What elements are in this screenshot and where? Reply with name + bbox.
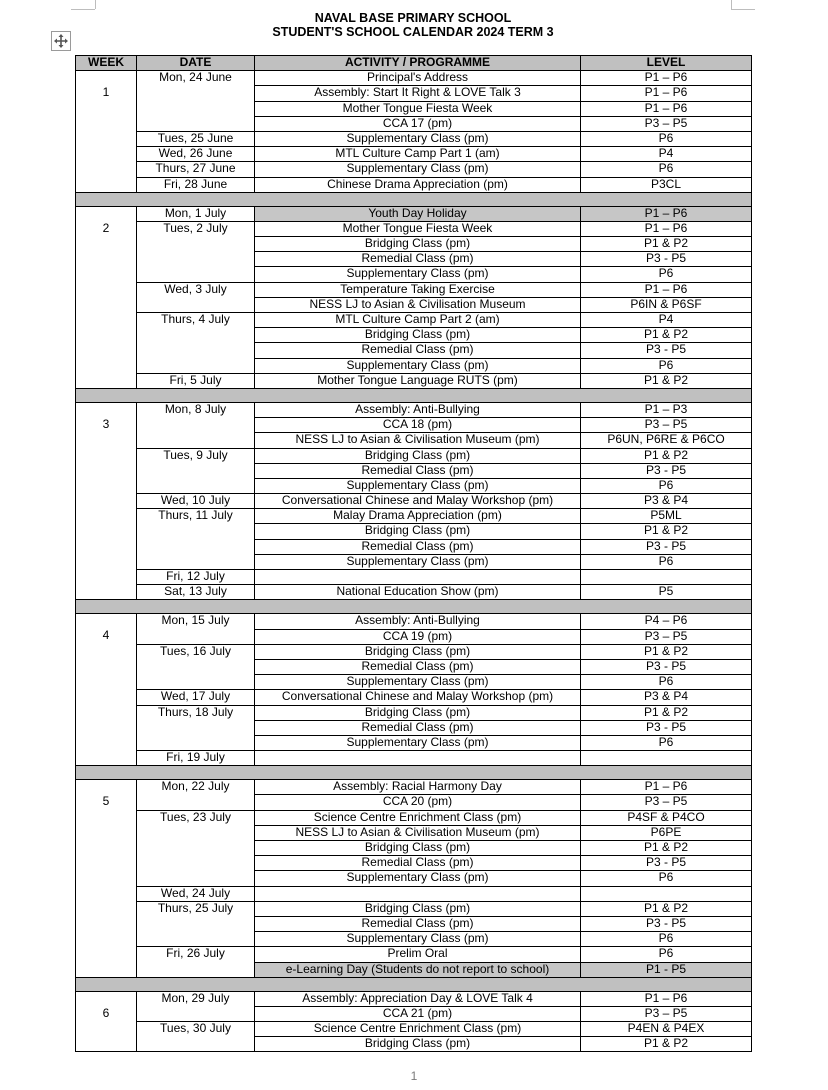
table-row [76,448,752,463]
date-cell: Wed, 3 July [137,282,255,312]
level-cell: P1 – P3 [581,402,752,417]
activity-cell: Bridging Class (pm) [255,841,581,856]
table-row [76,751,752,766]
margin-corner-mark [95,0,96,9]
week-separator-cell [76,192,752,206]
activity-cell: Bridging Class (pm) [255,328,581,343]
activity-cell [255,570,581,585]
activity-cell: Supplementary Class (pm) [255,932,581,947]
activity-cell: MTL Culture Camp Part 2 (am) [255,313,581,328]
column-header-level: LEVEL [581,56,752,71]
level-cell: P1 & P2 [581,841,752,856]
activity-cell: Supplementary Class (pm) [255,735,581,750]
level-cell: P6 [581,871,752,886]
table-row [76,901,752,916]
week-number: 6 [102,1005,110,1020]
level-cell: P3 - P5 [581,659,752,674]
activity-cell: Bridging Class (pm) [255,1037,581,1052]
table-move-handle[interactable] [51,31,71,51]
level-cell: P3 – P5 [581,629,752,644]
table-row [76,1022,752,1037]
table-row [76,147,752,162]
table-row [76,886,752,901]
level-cell [581,886,752,901]
date-cell: Tues, 23 July [137,810,255,886]
table-row [76,509,752,524]
week-separator-row [76,600,752,614]
table-row [76,373,752,388]
activity-cell: Bridging Class (pm) [255,705,581,720]
level-cell: P6UN, P6RE & P6CO [581,433,752,448]
date-cell: Sat, 13 July [137,585,255,600]
activity-cell: CCA 17 (pm) [255,116,581,131]
level-cell: P5 [581,585,752,600]
level-cell: P1 – P6 [581,71,752,86]
level-cell: P6 [581,554,752,569]
activity-cell: Science Centre Enrichment Class (pm) [255,1022,581,1037]
level-cell: P6PE [581,825,752,840]
level-cell: P6 [581,735,752,750]
date-cell: Wed, 17 July [137,690,255,705]
date-cell: Thurs, 27 June [137,162,255,177]
level-cell: P6IN & P6SF [581,297,752,312]
level-cell: P3 & P4 [581,690,752,705]
level-cell: P3 - P5 [581,916,752,931]
level-cell: P1 & P2 [581,901,752,916]
table-row [76,177,752,192]
activity-cell: Bridging Class (pm) [255,448,581,463]
week-separator-row [76,977,752,991]
activity-cell: Remedial Class (pm) [255,659,581,674]
activity-cell: Supplementary Class (pm) [255,871,581,886]
level-cell: P1 – P6 [581,282,752,297]
activity-cell: Bridging Class (pm) [255,237,581,252]
table-row [76,221,752,236]
level-cell: P1 – P6 [581,206,752,221]
date-cell: Fri, 28 June [137,177,255,192]
calendar-table [75,55,752,1052]
activity-cell: Chinese Drama Appreciation (pm) [255,177,581,192]
level-cell: P1 – P6 [581,86,752,101]
activity-cell: MTL Culture Camp Part 1 (am) [255,147,581,162]
date-cell: Wed, 24 July [137,886,255,901]
document-title [75,11,751,39]
activity-cell: NESS LJ to Asian & Civilisation Museum [255,297,581,312]
page-number: 1 [410,1069,418,1083]
table-row [76,206,752,221]
level-cell: P6 [581,947,752,962]
activity-cell: Remedial Class (pm) [255,856,581,871]
date-cell: Thurs, 4 July [137,313,255,374]
level-cell: P3 – P5 [581,418,752,433]
level-cell: P3 - P5 [581,720,752,735]
level-cell: P3 - P5 [581,343,752,358]
level-cell: P6 [581,162,752,177]
date-cell: Tues, 30 July [137,1022,255,1052]
table-row [76,162,752,177]
level-cell: P6 [581,131,752,146]
level-cell: P1 & P2 [581,705,752,720]
level-cell: P1 & P2 [581,1037,752,1052]
level-cell: P6 [581,932,752,947]
margin-corner-mark [731,0,732,9]
calendar-title: STUDENT'S SCHOOL CALENDAR 2024 TERM 3 [272,25,554,39]
activity-cell: NESS LJ to Asian & Civilisation Museum (pm) [255,825,581,840]
date-cell: Mon, 29 July [137,991,255,1021]
week-separator-cell [76,600,752,614]
activity-cell: National Education Show (pm) [255,585,581,600]
level-cell: P1 & P2 [581,448,752,463]
level-cell: P3 - P5 [581,539,752,554]
activity-cell: Mother Tongue Fiesta Week [255,101,581,116]
date-cell: Wed, 26 June [137,147,255,162]
activity-cell: Supplementary Class (pm) [255,675,581,690]
level-cell: P4EN & P4EX [581,1022,752,1037]
date-cell: Thurs, 25 July [137,901,255,947]
week-separator-row [76,192,752,206]
activity-cell: Supplementary Class (pm) [255,554,581,569]
date-cell: Wed, 10 July [137,494,255,509]
activity-cell [255,886,581,901]
date-cell: Mon, 1 July [137,206,255,221]
level-cell: P4 – P6 [581,614,752,629]
column-header-week: WEEK [76,56,137,71]
column-header-activity: ACTIVITY / PROGRAMME [255,56,581,71]
table-row [76,690,752,705]
level-cell: P3CL [581,177,752,192]
week-cell [76,206,137,388]
level-cell: P6 [581,478,752,493]
week-separator-cell [76,766,752,780]
activity-cell: Conversational Chinese and Malay Workshop (pm) [255,690,581,705]
activity-cell: CCA 18 (pm) [255,418,581,433]
activity-cell: Remedial Class (pm) [255,343,581,358]
week-number: 4 [102,628,110,643]
activity-cell: Temperature Taking Exercise [255,282,581,297]
table-row [76,282,752,297]
week-number: 5 [102,794,110,809]
activity-cell: Bridging Class (pm) [255,901,581,916]
table-row [76,614,752,629]
activity-cell: Conversational Chinese and Malay Workshop (pm) [255,494,581,509]
level-cell: P5ML [581,509,752,524]
table-row [76,494,752,509]
activity-cell: Remedial Class (pm) [255,463,581,478]
level-cell: P6 [581,675,752,690]
level-cell: P3 – P5 [581,1006,752,1021]
calendar-body [76,71,752,1052]
week-separator-cell [76,977,752,991]
date-cell: Mon, 24 June [137,71,255,132]
margin-corner-mark [71,0,95,10]
level-cell: P1 & P2 [581,237,752,252]
level-cell: P4 [581,313,752,328]
table-row [76,705,752,720]
activity-cell: CCA 19 (pm) [255,629,581,644]
table-row [76,810,752,825]
activity-cell: Supplementary Class (pm) [255,162,581,177]
week-cell [76,614,137,766]
table-row [76,991,752,1006]
week-separator-row [76,766,752,780]
level-cell: P4SF & P4CO [581,810,752,825]
date-cell: Thurs, 11 July [137,509,255,570]
level-cell [581,570,752,585]
date-cell: Tues, 9 July [137,448,255,494]
table-header-row [76,56,752,71]
week-number: 2 [102,220,110,235]
school-name: NAVAL BASE PRIMARY SCHOOL [314,11,512,25]
date-cell: Fri, 19 July [137,751,255,766]
week-number: 1 [102,85,110,100]
activity-cell: Assembly: Racial Harmony Day [255,780,581,795]
level-cell: P1 – P6 [581,221,752,236]
date-cell: Mon, 15 July [137,614,255,644]
activity-cell: e-Learning Day (Students do not report to school) [255,962,581,977]
week-separator-cell [76,388,752,402]
activity-cell: Supplementary Class (pm) [255,131,581,146]
level-cell: P3 & P4 [581,494,752,509]
table-row [76,644,752,659]
table-row [76,402,752,417]
activity-cell: Assembly: Start It Right & LOVE Talk 3 [255,86,581,101]
margin-corner-mark [731,0,755,10]
activity-cell: Bridging Class (pm) [255,524,581,539]
activity-cell: Remedial Class (pm) [255,916,581,931]
level-cell: P1 - P5 [581,962,752,977]
activity-cell: Bridging Class (pm) [255,644,581,659]
activity-cell: Mother Tongue Language RUTS (pm) [255,373,581,388]
level-cell: P1 & P2 [581,328,752,343]
table-row [76,570,752,585]
activity-cell: Malay Drama Appreciation (pm) [255,509,581,524]
date-cell: Mon, 22 July [137,780,255,810]
table-row [76,585,752,600]
move-arrows-icon [54,34,68,48]
level-cell: P3 – P5 [581,116,752,131]
column-header-date: DATE [137,56,255,71]
week-cell [76,71,137,193]
date-cell: Fri, 26 July [137,947,255,977]
date-cell: Thurs, 18 July [137,705,255,751]
level-cell: P3 – P5 [581,795,752,810]
week-separator-row [76,388,752,402]
date-cell: Tues, 25 June [137,131,255,146]
date-cell: Tues, 16 July [137,644,255,690]
activity-cell: CCA 21 (pm) [255,1006,581,1021]
activity-cell: Remedial Class (pm) [255,252,581,267]
level-cell: P1 & P2 [581,373,752,388]
activity-cell: Prelim Oral [255,947,581,962]
activity-cell: Mother Tongue Fiesta Week [255,221,581,236]
table-row [76,780,752,795]
level-cell: P6 [581,358,752,373]
activity-cell: Youth Day Holiday [255,206,581,221]
week-cell [76,991,137,1052]
activity-cell: Principal's Address [255,71,581,86]
activity-cell: Supplementary Class (pm) [255,358,581,373]
week-cell [76,402,137,599]
activity-cell: Science Centre Enrichment Class (pm) [255,810,581,825]
activity-cell: Supplementary Class (pm) [255,478,581,493]
date-cell: Mon, 8 July [137,402,255,448]
level-cell: P1 – P6 [581,780,752,795]
level-cell: P1 – P6 [581,101,752,116]
activity-cell: CCA 20 (pm) [255,795,581,810]
table-row [76,131,752,146]
level-cell: P3 - P5 [581,856,752,871]
activity-cell: Remedial Class (pm) [255,720,581,735]
table-row [76,947,752,962]
date-cell: Tues, 2 July [137,221,255,282]
activity-cell: Assembly: Anti-Bullying [255,402,581,417]
table-row [76,71,752,86]
level-cell [581,751,752,766]
date-cell: Fri, 12 July [137,570,255,585]
activity-cell: Remedial Class (pm) [255,539,581,554]
level-cell: P1 & P2 [581,644,752,659]
level-cell: P4 [581,147,752,162]
activity-cell: NESS LJ to Asian & Civilisation Museum (pm) [255,433,581,448]
activity-cell [255,751,581,766]
level-cell: P6 [581,267,752,282]
level-cell: P3 - P5 [581,252,752,267]
week-cell [76,780,137,977]
activity-cell: Supplementary Class (pm) [255,267,581,282]
activity-cell: Assembly: Anti-Bullying [255,614,581,629]
level-cell: P3 - P5 [581,463,752,478]
table-row [76,313,752,328]
level-cell: P1 & P2 [581,524,752,539]
level-cell: P1 – P6 [581,991,752,1006]
week-number: 3 [102,416,110,431]
date-cell: Fri, 5 July [137,373,255,388]
activity-cell: Assembly: Appreciation Day & LOVE Talk 4 [255,991,581,1006]
